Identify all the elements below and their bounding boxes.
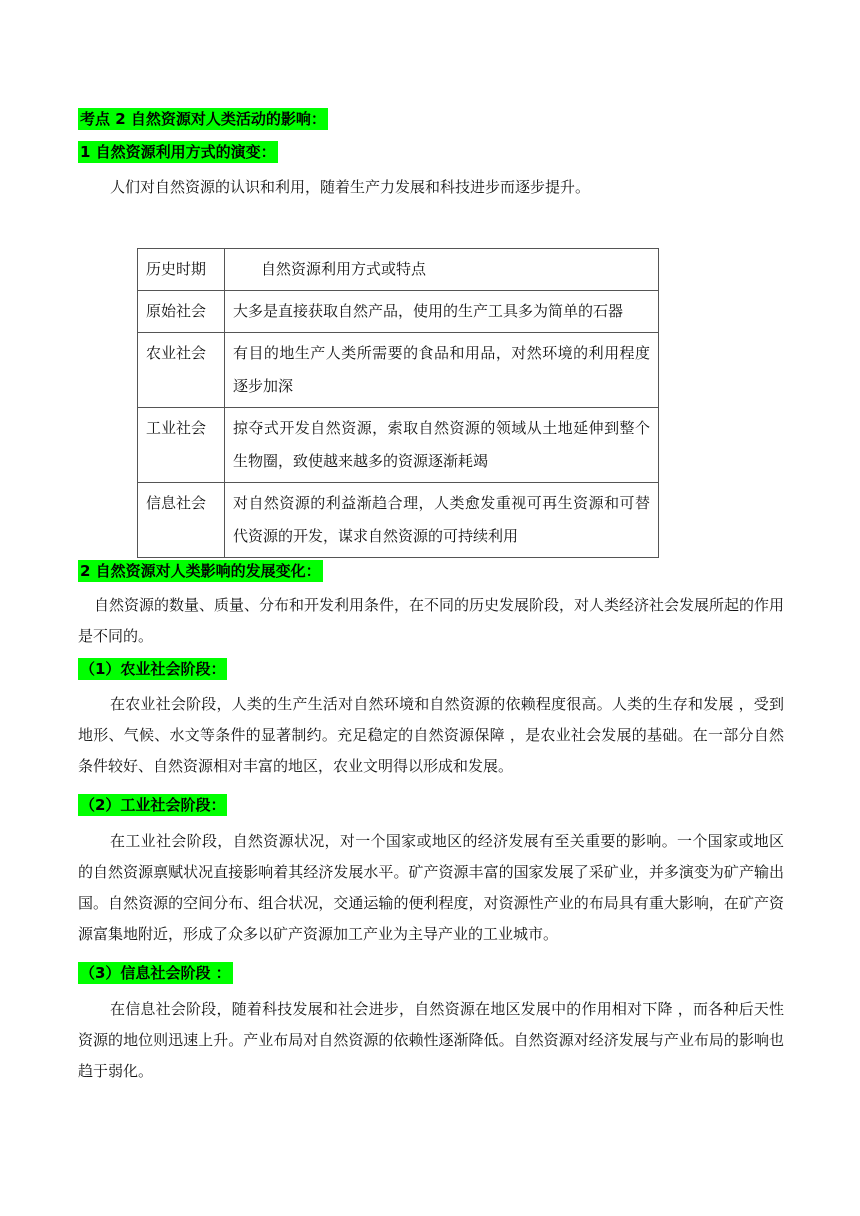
stage1-heading	[78, 658, 227, 680]
stage3-text: 在信息社会阶段，随着科技发展和社会进步，自然资源在地区发展中的作用相对下降 ，而各种后天性资源的地位则迅速上升。产业布局对自然资源的依赖性逐渐降低。自然资源对经济发展与产业布局的影响也趋于弱化。	[78, 1000, 784, 1080]
table-cell-period: 信息社会	[138, 483, 225, 558]
stage2-heading	[78, 794, 227, 816]
section1-intro: 人们对自然资源的认识和利用，随着生产力发展和科技进步而逐步提升。	[110, 178, 591, 196]
section2-title: 2 自然资源对人类影响的发展变化：	[80, 562, 321, 580]
table-cell-desc: 有目的地生产人类所需要的食品和用品，对然环境的利用程度逐步加深	[225, 333, 659, 408]
section2-intro: 自然资源的数量、质量、分布和开发利用条件，在不同的历史发展阶段，对人类经济社会发展所起的作用是不同的。	[78, 596, 785, 645]
stage1-title: （1）农业社会阶段：	[80, 660, 226, 678]
section1-heading	[78, 141, 278, 163]
section1-title: 1 自然资源利用方式的演变：	[80, 143, 276, 161]
table-cell-period: 农业社会	[138, 333, 225, 408]
stage1-text: 在农业社会阶段，人类的生产生活对自然环境和自然资源的依赖程度很高。人类的生存和发展 ，受到地形、气候、水文等条件的显著制约。充足稳定的自然资源保障 ，是农业社会发展的基础。在一部分自然条件较好、自然资源相对丰富的地区，农业文明得以形成和发展。	[78, 695, 784, 775]
kaodian-heading	[78, 108, 328, 130]
kaodian-heading-text: 考点 2 自然资源对人类活动的影响：	[80, 110, 326, 128]
table-cell-period: 工业社会	[138, 408, 225, 483]
table-header-period: 历史时期	[138, 249, 225, 291]
stage2-text: 在工业社会阶段，自然资源状况，对一个国家或地区的经济发展有至关重要的影响。一个国家或地区的自然资源禀赋状况直接影响着其经济发展水平。矿产资源丰富的国家发展了采矿业，并多演变为矿产输出国。自然资源的空间分布、组合状况，交通运输的便利程度，对资源性产业的布局具有重大影响，在矿产资源富集地附近，形成了众多以矿产资源加工产业为主导产业的工业城市。	[78, 832, 784, 943]
table-row	[138, 483, 659, 558]
table-row	[138, 408, 659, 483]
table-cell-desc: 对自然资源的利益渐趋合理，人类愈发重视可再生资源和可替代资源的开发，谋求自然资源的可持续利用	[225, 483, 659, 558]
section2-heading	[78, 560, 323, 582]
table-row	[138, 333, 659, 408]
table-cell-period: 原始社会	[138, 291, 225, 333]
stage2-title: （2）工业社会阶段：	[80, 796, 226, 814]
table-cell-desc: 大多是直接获取自然产品，使用的生产工具多为简单的石器	[225, 291, 659, 333]
table-row	[138, 291, 659, 333]
table-cell-desc: 掠夺式开发自然资源，索取自然资源的领域从土地延伸到整个生物圈，致使越来越多的资源逐渐耗竭	[225, 408, 659, 483]
history-table	[137, 248, 659, 558]
table-header-desc: 自然资源利用方式或特点	[225, 249, 659, 291]
stage3-heading	[78, 962, 233, 984]
stage3-title: （3）信息社会阶段 ：	[80, 964, 231, 982]
table-header-row	[138, 249, 659, 291]
